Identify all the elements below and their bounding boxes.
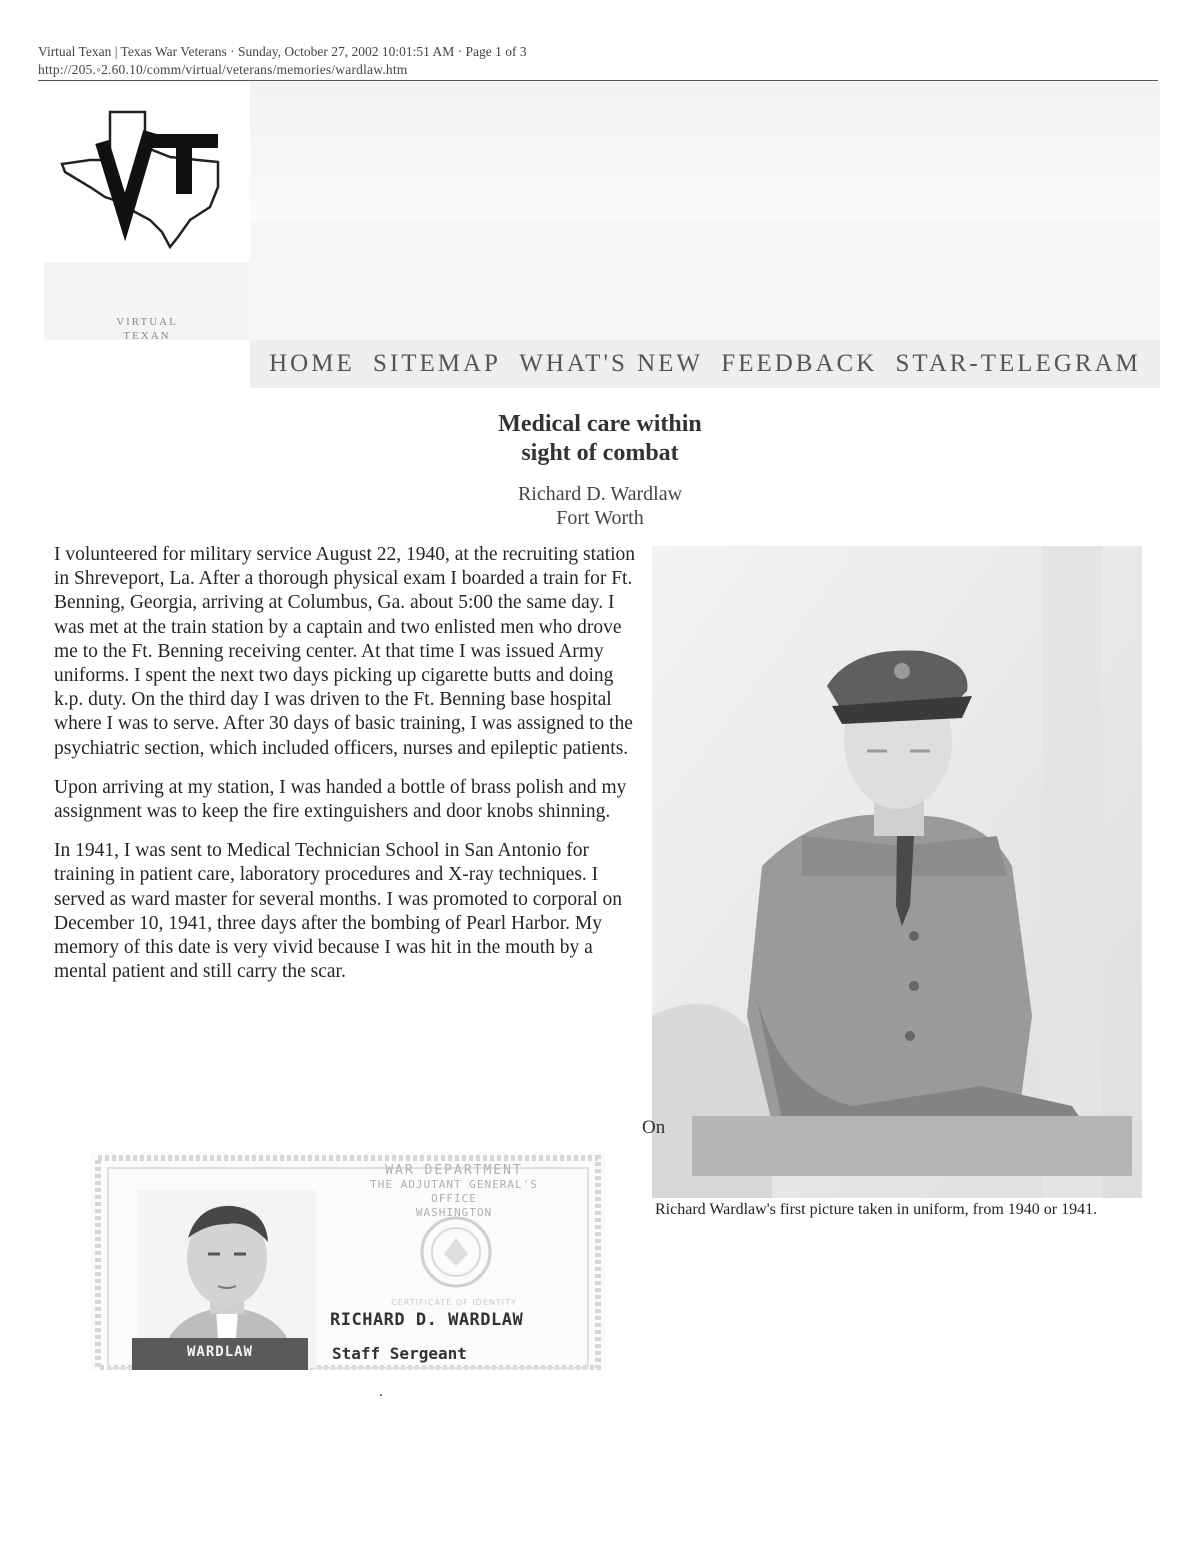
nav-star-telegram[interactable]: STAR-TELEGRAM	[895, 350, 1141, 377]
stray-text: On	[642, 1117, 666, 1138]
photo-caption: Richard Wardlaw's first picture taken in uniform, from 1940 or 1941.	[655, 1201, 1098, 1218]
nav-feedback[interactable]: FEEDBACK	[721, 350, 878, 377]
uniform-photo	[652, 546, 1142, 1198]
id-card-rank: Staff Sergeant	[332, 1344, 467, 1363]
header-divider	[38, 80, 1158, 81]
soldier-portrait-image	[652, 546, 1142, 1198]
nav-sitemap[interactable]: SITEMAP	[373, 350, 501, 377]
print-header	[38, 43, 527, 79]
id-department-line1: WAR DEPARTMENT	[385, 1163, 523, 1178]
paragraph: I volunteered for military service August 22, 1940, at the recruiting station in Shreveport, La. After a thorough physical exam I boarded a train for Ft. Benning, Georgia, arriving at Columbus, Ga. about 5:00 the same day. I was met at the train station by a captain and two enlisted men who drove me to the Ft. Benning receiving center. At that time I was issued Army uniforms. I spent the next two days picking up cigarette butts and doing k.p. duty. On the third day I was driven to the Ft. Benning base hospital where I was to serve. After 30 days of basic training, I was assigned to the psychiatric section, which included officers, nurses and epileptic patients.	[54, 544, 636, 759]
id-department-line3: WASHINGTON	[415, 1206, 493, 1219]
author-name: Richard D. Wardlaw	[517, 483, 683, 505]
article-title-line1: Medical care within	[498, 411, 702, 437]
site-navigation	[250, 340, 1160, 388]
article-title-line2: sight of combat	[521, 440, 679, 466]
war-department-seal-icon	[418, 1214, 494, 1290]
id-department-line2: THE ADJUTANT GENERAL'S OFFICE	[370, 1178, 538, 1205]
banner-background-lower	[250, 222, 1160, 340]
article-body	[54, 543, 644, 999]
nav-whats-new[interactable]: WHAT'S NEW	[519, 350, 704, 377]
scan-speck	[380, 1394, 382, 1396]
logo-caption-line1: VIRTUAL	[116, 316, 178, 328]
article-title	[300, 410, 900, 468]
print-header-title: Virtual Texan | Texas War Veterans · Sunday, October 27, 2002 10:01:51 AM · Page 1 of 3	[38, 44, 527, 59]
texas-map-icon	[50, 102, 250, 262]
nav-home[interactable]: HOME	[269, 350, 355, 377]
id-card-image	[90, 1152, 606, 1370]
paragraph: Upon arriving at my station, I was handed a bottle of brass polish and my assignment was to keep the fire extinguishers and door knobs shinning.	[54, 776, 627, 823]
logo-caption	[102, 315, 192, 343]
id-card-name: RICHARD D. WARDLAW	[330, 1310, 524, 1330]
paragraph: In 1941, I was sent to Medical Technician School in San Antonio for training in patient care, laboratory procedures and X-ray techniques. I served as ward master for several months. I was promoted to corporal on December 10, 1941, three days after the bombing of Pearl Harbor. My memory of this date is very vivid because I was hit in the mouth by a mental patient and still carry the scar.	[54, 840, 623, 983]
byline	[300, 482, 900, 530]
id-nameplate: WARDLAW	[132, 1338, 308, 1370]
print-header-url: http://205.◦2.60.10/comm/virtual/veterans/memories/wardlaw.htm	[38, 62, 408, 77]
id-certificate-text: CERTIFICATE OF IDENTITY	[391, 1298, 517, 1307]
banner-background	[250, 82, 1160, 222]
logo-caption-line2: TEXAN	[123, 330, 171, 342]
author-location: Fort Worth	[556, 507, 644, 529]
virtual-texan-logo[interactable]	[50, 102, 250, 342]
id-department-heading	[348, 1164, 560, 1220]
